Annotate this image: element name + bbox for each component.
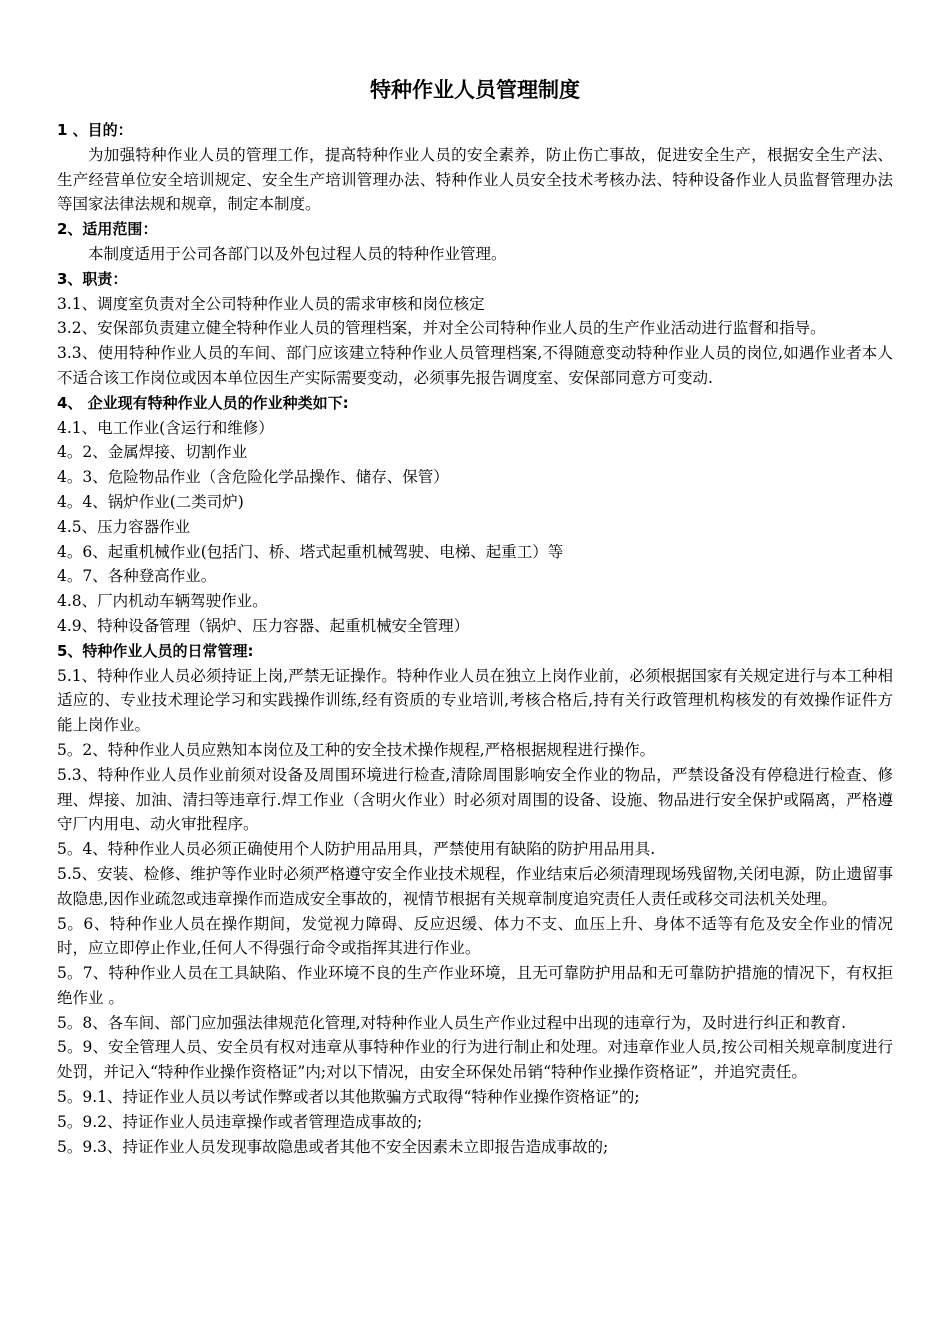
paragraph: 5.1、特种作业人员必须持证上岗,严禁无证操作。特种作业人员在独立上岗作业前，必须根据国家有关规定进行与本工种相适应的、专业技术理论学习和实践操作训练,经有资质的专业培训,考核合格后,持有关行政管理机构核发的有效操作证件方能上岗作业。: [57, 666, 893, 735]
paragraph: 4.5、压力容器作业: [57, 517, 191, 536]
paragraph: 3.2、安保部负责建立健全特种作业人员的管理档案，并对全公司特种作业人员的生产作业活动进行监督和指导。: [57, 319, 826, 338]
paragraph: 5。2、特种作业人员应熟知本岗位及工种的安全技术操作规程,严格根据规程进行操作。: [57, 740, 656, 759]
paragraph: 4.9、特种设备管理（锅炉、压力容器、起重机械安全管理）: [57, 616, 470, 635]
paragraph: 5。9.1、持证作业人员以考试作弊或者以其他欺骗方式取得“特种作业操作资格证”的;: [57, 1088, 640, 1107]
section-heading: 4、 企业现有特种作业人员的作业种类如下:: [57, 393, 349, 412]
section-heading: 2、适用范围：: [57, 220, 158, 239]
document-body: [57, 118, 893, 1159]
paragraph: 5。9.3、持证作业人员发现事故隐患或者其他不安全因素未立即报告造成事故的;: [57, 1137, 609, 1156]
paragraph: 4。4、锅炉作业(二类司炉): [57, 492, 244, 511]
paragraph: 5.3、特种作业人员作业前须对设备及周围环境进行检查,清除周围影响安全作业的物品，严禁设备没有停稳进行检查、修理、焊接、加油、清扫等违章行.焊工作业（含明火作业）时必须对周围的设备、设施、物品进行安全保护或隔离，严格遵守厂内用电、动火审批程序。: [57, 765, 893, 834]
paragraph: 5。6、特种作业人员在操作期间，发觉视力障碍、反应迟缓、体力不支、血压上升、身体不适等有危及安全作业的情况时，应立即停止作业,任何人不得强行命令或指挥其进行作业。: [57, 914, 893, 958]
section-heading: 3、职责：: [57, 269, 128, 288]
paragraph: 本制度适用于公司各部门以及外包过程人员的特种作业管理。: [88, 244, 507, 263]
paragraph: 4.1、电工作业(含运行和维修）: [57, 418, 274, 437]
document-page: [57, 74, 893, 1159]
section-heading: 5、特种作业人员的日常管理:: [57, 641, 254, 660]
section-heading: 1 、目的：: [57, 121, 133, 139]
paragraph: 5。9、安全管理人员、安全员有权对违章从事特种作业的行为进行制止和处理。对违章作业人员,按公司相关规章制度进行处罚，并记入“特种作业操作资格证”内;对以下情况，由安全环保处吊销“特种作业操作资格证”，并追究责任。: [57, 1038, 893, 1082]
document-title: 特种作业人员管理制度: [370, 78, 580, 102]
paragraph: 5。8、各车间、部门应加强法律规范化管理,对特种作业人员生产作业过程中出现的违章行为，及时进行纠正和教育.: [57, 1013, 847, 1032]
paragraph: 5.5、安装、检修、维护等作业时必须严格遵守安全作业技术规程，作业结束后必须清理现场残留物,关闭电源，防止遗留事故隐患,因作业疏忽或违章操作而造成安全事故的，视情节根据有关规章制度追究责任人责任或移交司法机关处理。: [57, 864, 893, 908]
paragraph: 4.8、厂内机动车辆驾驶作业。: [57, 592, 268, 611]
paragraph: 5。4、特种作业人员必须正确使用个人防护用品用具，严禁使用有缺陷的防护用品用具.: [57, 840, 656, 859]
paragraph: 为加强特种作业人员的管理工作，提高特种作业人员的安全素养，防止伤亡事故，促进安全生产，根据安全生产法、生产经营单位安全培训规定、安全生产培训管理办法、特种作业人员安全技术考核办法、特种设备作业人员监督管理办法等国家法律法规和规章，制定本制度。: [57, 145, 893, 214]
paragraph: 5。7、特种作业人员在工具缺陷、作业环境不良的生产作业环境，且无可靠防护用品和无可靠防护措施的情况下，有权拒绝作业 。: [57, 964, 893, 1007]
paragraph: 4。2、金属焊接、切割作业: [57, 443, 248, 462]
paragraph: 4。6、起重机械作业(包括门、桥、塔式起重机械驾驶、电梯、起重工）等: [57, 542, 564, 561]
paragraph: 4。7、各种登高作业。: [57, 567, 217, 586]
paragraph: 5。9.2、持证作业人员违章操作或者管理造成事故的;: [57, 1112, 423, 1131]
paragraph: 3.1、调度室负责对全公司特种作业人员的需求审核和岗位核定: [57, 294, 485, 313]
paragraph: 3.3、使用特种作业人员的车间、部门应该建立特种作业人员管理档案,不得随意变动特种作业人员的岗位,如遇作业者本人不适合该工作岗位或因本单位因生产实际需要变动，必须事先报告调度室、安保部同意方可变动.: [57, 344, 893, 387]
paragraph: 4。3、危险物品作业（含危险化学品操作、储存、保管）: [57, 468, 449, 487]
